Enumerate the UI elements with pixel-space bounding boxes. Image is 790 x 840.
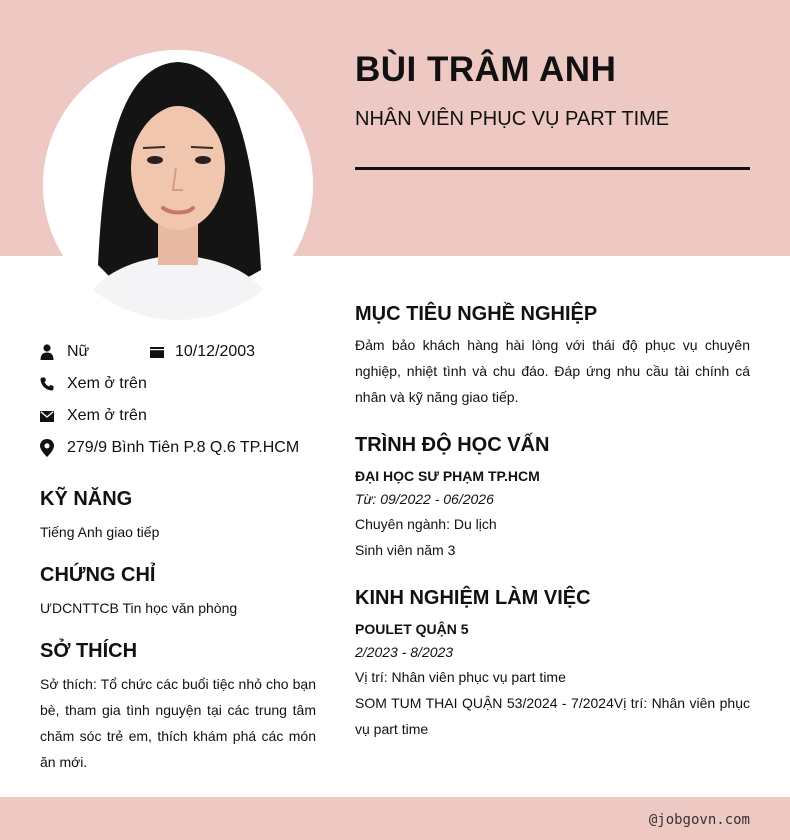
experience-position: Vị trí: Nhân viên phục vụ part time [355, 669, 566, 685]
location-pin-icon [40, 440, 54, 456]
profile-photo [43, 50, 313, 320]
education-heading: TRÌNH ĐỘ HỌC VẤN [355, 434, 550, 456]
header-divider [355, 167, 750, 170]
experience-period: 2/2023 - 8/2023 [355, 644, 454, 660]
certificates-heading: CHỨNG CHỈ [40, 564, 156, 586]
education-year: Sinh viên năm 3 [355, 542, 456, 558]
birthdate-value: 10/12/2003 [175, 343, 256, 360]
skills-heading: KỸ NĂNG [40, 488, 133, 510]
certificates-text: ƯDCNTTCB Tin học văn phòng [40, 600, 238, 616]
experience-heading: KINH NGHIỆM LÀM VIỆC [355, 587, 591, 609]
phone-row [40, 375, 147, 393]
email-row [40, 407, 147, 425]
gender-value: Nữ [67, 343, 90, 360]
mail-icon [40, 408, 54, 424]
objective-heading: MỤC TIÊU NGHỀ NGHIỆP [355, 303, 598, 325]
school-name: ĐẠI HỌC SƯ PHẠM TP.HCM [355, 468, 540, 484]
objective-text: Đảm bảo khách hàng hài lòng với thái độ phục vụ chuyên nghiệp, nhiệt tình và chu đáo. Đáp ứng nhu cầu tài chính cá nhân và kỹ năng giao tiếp. [355, 337, 750, 405]
education-period: Từ: 09/2022 - 06/2026 [355, 491, 494, 507]
phone-value: Xem ở trên [67, 375, 147, 392]
gender-row [40, 343, 89, 361]
company-name: POULET QUẬN 5 [355, 621, 469, 637]
hobbies-heading: SỞ THÍCH [40, 640, 138, 662]
job-title: NHÂN VIÊN PHỤC VỤ PART TIME [355, 108, 670, 130]
candidate-name: BÙI TRÂM ANH [355, 50, 617, 89]
hobbies-text: Sở thích: Tổ chức các buổi tiệc nhỏ cho bạn bè, tham gia tình nguyện tại các trung tâm chăm sóc trẻ em, thích khám phá các món ăn mới. [40, 676, 316, 770]
address-value: 279/9 Bình Tiên P.8 Q.6 TP.HCM [67, 439, 300, 456]
footer-brand: @jobgovn.com [648, 812, 750, 828]
education-major: Chuyên ngành: Du lịch [355, 516, 497, 532]
address-row [40, 439, 299, 457]
phone-icon [40, 376, 54, 392]
birthdate-row [150, 343, 255, 361]
email-value: Xem ở trên [67, 407, 147, 424]
skills-text: Tiếng Anh giao tiếp [40, 524, 160, 540]
experience-more: SOM TUM THAI QUẬN 53/2024 - 7/2024Vị trí: Nhân viên phục vụ part time [355, 695, 750, 737]
calendar-icon [150, 344, 164, 360]
person-icon [40, 344, 54, 360]
